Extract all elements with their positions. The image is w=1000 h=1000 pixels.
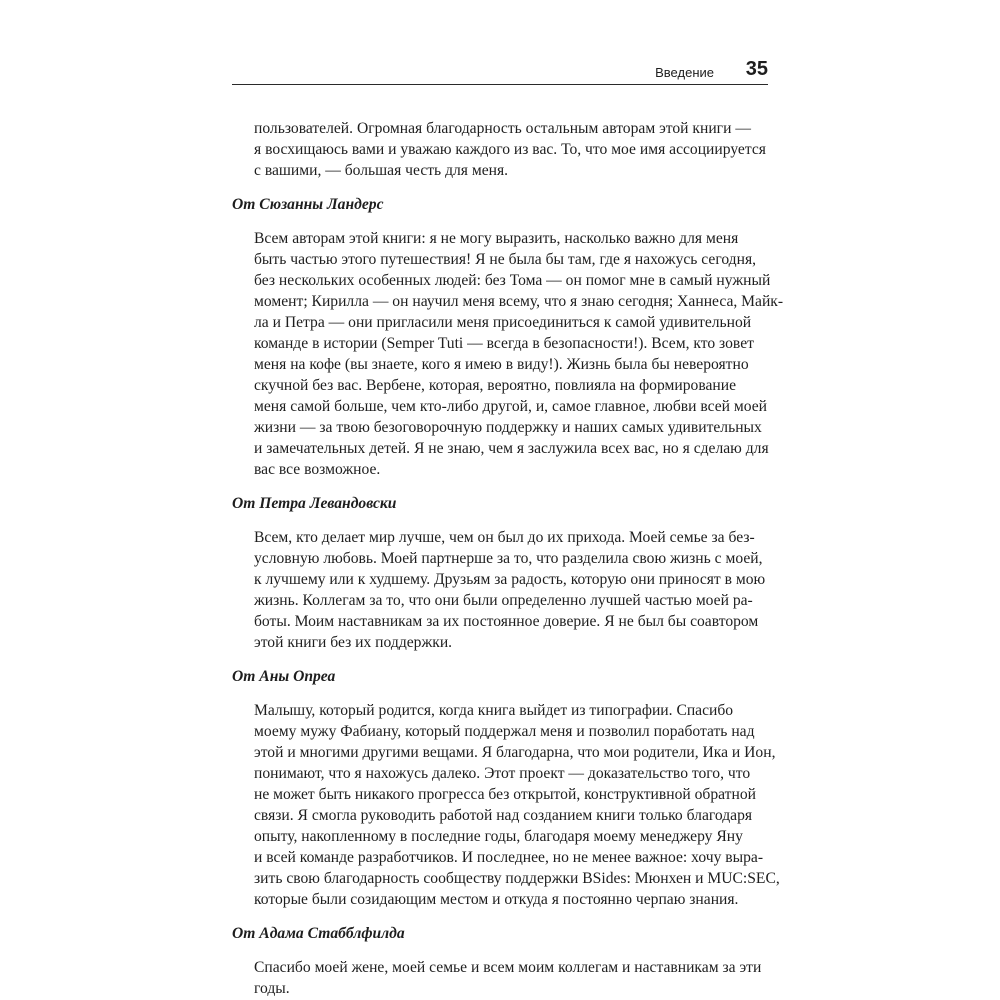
text-line: скучной без вас. Вербене, которая, вероятно, повлияла на формирование — [254, 377, 737, 394]
text-line: жизни — за твою безоговорочную поддержку и наших самых удивительных — [254, 419, 762, 436]
text-line: годы. — [254, 980, 290, 997]
running-head-section-title: Введение — [655, 65, 714, 80]
text-line: этой книги без их поддержки. — [254, 634, 453, 651]
spacer — [232, 653, 768, 666]
spacer — [232, 687, 768, 700]
spacer — [232, 944, 768, 957]
text-line: Всем, кто делает мир лучше, чем он был до их прихода. Моей семье за без- — [254, 529, 755, 546]
text-line: ла и Петра — они пригласили меня присоединиться к самой удивительной — [254, 314, 752, 331]
text-line: условную любовь. Моей партнерше за то, что разделила свою жизнь с моей, — [254, 550, 763, 567]
text-line: вас все возможное. — [254, 461, 381, 478]
text-line: с вашими, — большая честь для меня. — [254, 162, 509, 179]
spacer — [232, 215, 768, 228]
text-line: момент; Кирилла — он научил меня всему, что я знаю сегодня; Ханнеса, Майк- — [254, 293, 784, 310]
spacer — [232, 514, 768, 527]
header-rule — [232, 84, 768, 85]
acknowledgement-paragraph — [254, 700, 780, 910]
text-line: пользователей. Огромная благодарность остальным авторам этой книги — — [254, 120, 751, 137]
text-line: без нескольких особенных людей: без Тома — он помог мне в самый нужный — [254, 272, 771, 289]
acknowledgement-heading: От Сюзанны Ландерс — [232, 196, 384, 213]
text-line: которые были созидающим местом и откуда я постоянно черпаю знания. — [254, 891, 739, 908]
acknowledgement-paragraph — [254, 527, 768, 653]
text-line: связи. Я смогла руководить работой над созданием книги только благодаря — [254, 807, 753, 824]
text-line: жизнь. Коллегам за то, что они были определенно лучшей частью моей ра- — [254, 592, 753, 609]
text-line: понимают, что я нахожусь далеко. Этот проект — доказательство того, что — [254, 765, 751, 782]
text-line: Всем авторам этой книги: я не могу выразить, насколько важно для меня — [254, 230, 739, 247]
page-header — [232, 58, 768, 84]
text-line: к лучшему или к худшему. Друзьям за радость, которую они приносят в мою — [254, 571, 766, 588]
spacer — [232, 480, 768, 493]
text-line: я восхищаюсь вами и уважаю каждого из вас. То, что мое имя ассоциируется — [254, 141, 766, 158]
text-line: и всей команде разработчиков. И последнее, но не менее важное: хочу выра- — [254, 849, 764, 866]
text-line: меня самой больше, чем кто-либо другой, и, самое главное, любви всей моей — [254, 398, 768, 415]
page-body — [232, 118, 784, 999]
text-line: моему мужу Фабиану, который поддержал меня и позволил поработать над — [254, 723, 755, 740]
acknowledgement-heading: От Адама Стабблфилда — [232, 925, 405, 942]
text-line: команде в истории (Semper Tuti — всегда в безопасности!). Всем, кто зовет — [254, 335, 754, 352]
acknowledgement-heading: От Аны Опреа — [232, 668, 336, 685]
text-line: Спасибо моей жене, моей семье и всем моим коллегам и наставникам за эти — [254, 959, 762, 976]
text-line: опыту, накопленному в последние годы, благодаря моему менеджеру Яну — [254, 828, 743, 845]
text-line: меня на кофе (вы знаете, кого я имею в виду!). Жизнь была бы невероятно — [254, 356, 749, 373]
acknowledgement-paragraph — [254, 957, 768, 999]
text-line: этой и многими другими вещами. Я благодарна, что мои родители, Ика и Ион, — [254, 744, 776, 761]
spacer — [232, 910, 768, 923]
text-line: зить свою благодарность сообществу поддержки BSides: Мюнхен и MUC:SEC, — [254, 870, 780, 887]
acknowledgement-paragraph — [254, 118, 768, 181]
acknowledgement-heading: От Петра Левандовски — [232, 495, 397, 512]
spacer — [232, 181, 768, 194]
page-number: 35 — [745, 58, 768, 80]
text-line: не может быть никакого прогресса без открытой, конструктивной обратной — [254, 786, 756, 803]
text-line: боты. Моим наставникам за их постоянное доверие. Я не был бы соавтором — [254, 613, 759, 630]
text-line: и замечательных детей. Я не знаю, чем я заслужила всех вас, но я сделаю для — [254, 440, 769, 457]
acknowledgement-paragraph — [254, 228, 784, 480]
text-line: быть частью этого путешествия! Я не была бы там, где я нахожусь сегодня, — [254, 251, 757, 268]
text-line: Малышу, который родится, когда книга выйдет из типографии. Спасибо — [254, 702, 734, 719]
